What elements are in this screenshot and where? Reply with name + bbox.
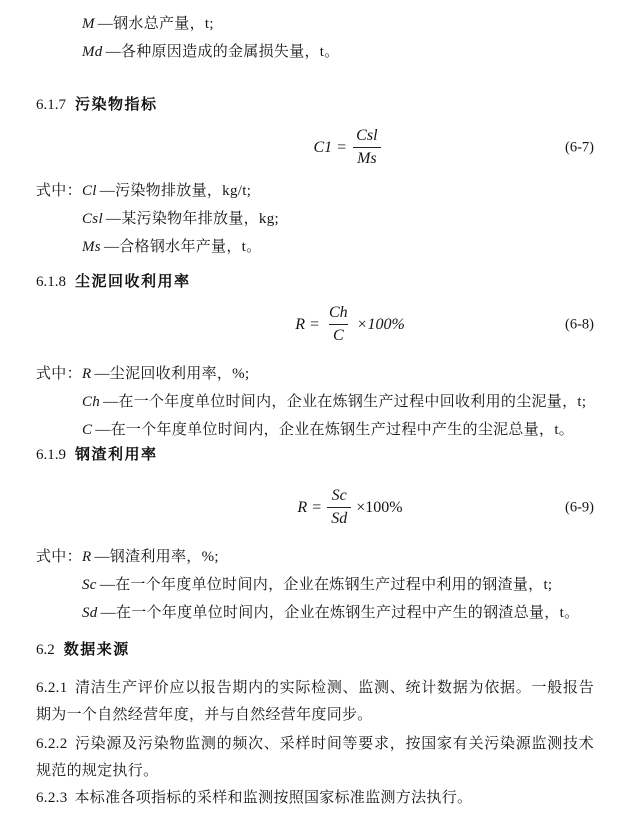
variable-description: —在一个年度单位时间内，企业在炼钢生产过程中利用的钢渣量，t; [99, 577, 553, 593]
variable-symbol: Cl [82, 183, 97, 199]
variable-definition [36, 38, 594, 66]
equation-number: (6-7) [565, 139, 594, 155]
formula-lhs: C1 [313, 138, 333, 156]
formula-expression [71, 486, 624, 529]
clause-text: 清洁生产评价应以报告期内的实际检测、监测、统计数据为依据。一般报告期为一个自然经营年度，并与自然经营年度同步。 [36, 680, 594, 723]
where-block-6-9 [36, 543, 594, 627]
variable-description: —在一个年度单位时间内，企业在炼钢生产过程中产生的尘泥总量，t。 [95, 422, 575, 438]
section-number: 6.1.7 [36, 97, 66, 113]
clause-paragraph-6-2-1 [36, 675, 594, 729]
clause-text: 本标准各项指标的采样和监测按照国家标准监测方法执行。 [74, 790, 473, 806]
section-title: 数据来源 [63, 641, 130, 658]
clause-paragraph-6-2-2 [36, 731, 594, 785]
variable-definition [36, 360, 594, 388]
variable-description: —合格钢水年产量，t。 [103, 239, 262, 255]
section-title: 尘泥回收利用率 [75, 273, 191, 290]
formula-6-7 [36, 126, 594, 169]
where-label: 式中： [36, 366, 82, 382]
variable-definition [36, 177, 594, 205]
where-label: 式中： [36, 183, 82, 199]
fraction [327, 486, 351, 529]
leading-definitions [36, 10, 594, 66]
variable-definition [36, 543, 594, 571]
variable-symbol: R [82, 549, 92, 565]
variable-symbol: R [82, 366, 92, 382]
equals-sign: = [312, 498, 322, 516]
fraction-numerator: Sc [331, 487, 347, 504]
fraction-numerator: Ch [329, 304, 348, 321]
equals-sign: = [309, 315, 319, 333]
variable-definition [36, 571, 594, 599]
where-label: 式中： [36, 549, 82, 565]
variable-description: —各种原因造成的金属损失量，t。 [105, 44, 340, 60]
variable-definition [36, 416, 594, 444]
section-title: 污染物指标 [75, 96, 158, 113]
clause-number: 6.2.3 [36, 790, 68, 806]
variable-symbol: C [82, 422, 93, 438]
equals-sign: = [337, 138, 347, 156]
variable-symbol: Md [82, 44, 103, 60]
section-number: 6.1.9 [36, 447, 66, 463]
section-heading-6-1-8 [36, 271, 594, 293]
variable-definition [36, 205, 594, 233]
clause-number: 6.2.1 [36, 680, 68, 696]
clause-paragraph-6-2-3 [36, 785, 594, 812]
fraction-denominator: C [329, 324, 348, 346]
equation-number: (6-8) [565, 316, 594, 332]
variable-definition [36, 599, 594, 627]
formula-lhs: R [297, 498, 308, 516]
variable-description: —污染物排放量，kg/t; [99, 183, 252, 199]
section-heading-6-2 [36, 639, 594, 661]
where-block-6-7 [36, 177, 594, 261]
variable-symbol: Sd [82, 605, 98, 621]
formula-suffix: ×100% [356, 498, 403, 516]
variable-description: —尘泥回收利用率，%; [94, 366, 250, 382]
clause-text: 污染源及污染物监测的频次、采样时间等要求，按国家有关污染源监测技术规范的规定执行。 [36, 736, 594, 779]
formula-expression [71, 126, 624, 169]
equation-number: (6-9) [565, 499, 594, 515]
where-block-6-8 [36, 360, 594, 444]
variable-symbol: Sc [82, 577, 97, 593]
variable-symbol: Ch [82, 394, 101, 410]
formula-suffix: ×100% [356, 315, 405, 333]
variable-definition [36, 10, 594, 38]
variable-description: —钢渣利用率，%; [94, 549, 219, 565]
variable-description: —在一个年度单位时间内，企业在炼钢生产过程中回收利用的尘泥量，t; [103, 394, 587, 410]
formula-expression [71, 303, 624, 346]
section-number: 6.1.8 [36, 274, 66, 290]
section-heading-6-1-7 [36, 94, 594, 116]
variable-symbol: M [82, 16, 95, 32]
fraction-numerator: Csl [356, 127, 378, 144]
variable-definition [36, 388, 594, 416]
formula-lhs: R [295, 315, 305, 333]
variable-definition [36, 233, 594, 261]
variable-symbol: Csl [82, 211, 103, 227]
section-heading-6-1-9 [36, 444, 594, 466]
fraction-denominator: Ms [353, 147, 381, 169]
section-title: 钢渣利用率 [75, 446, 158, 463]
formula-6-8 [36, 303, 594, 346]
variable-description: —某污染物年排放量，kg; [105, 211, 279, 227]
variable-description: —在一个年度单位时间内，企业在炼钢生产过程中产生的钢渣总量，t。 [100, 605, 580, 621]
formula-6-9 [36, 486, 594, 529]
section-number: 6.2 [36, 642, 55, 658]
fraction-denominator: Sd [327, 507, 351, 529]
fraction [325, 303, 352, 346]
fraction [352, 126, 381, 169]
clause-number: 6.2.2 [36, 736, 68, 752]
variable-description: —钢水总产量，t; [97, 16, 214, 32]
variable-symbol: Ms [82, 239, 101, 255]
